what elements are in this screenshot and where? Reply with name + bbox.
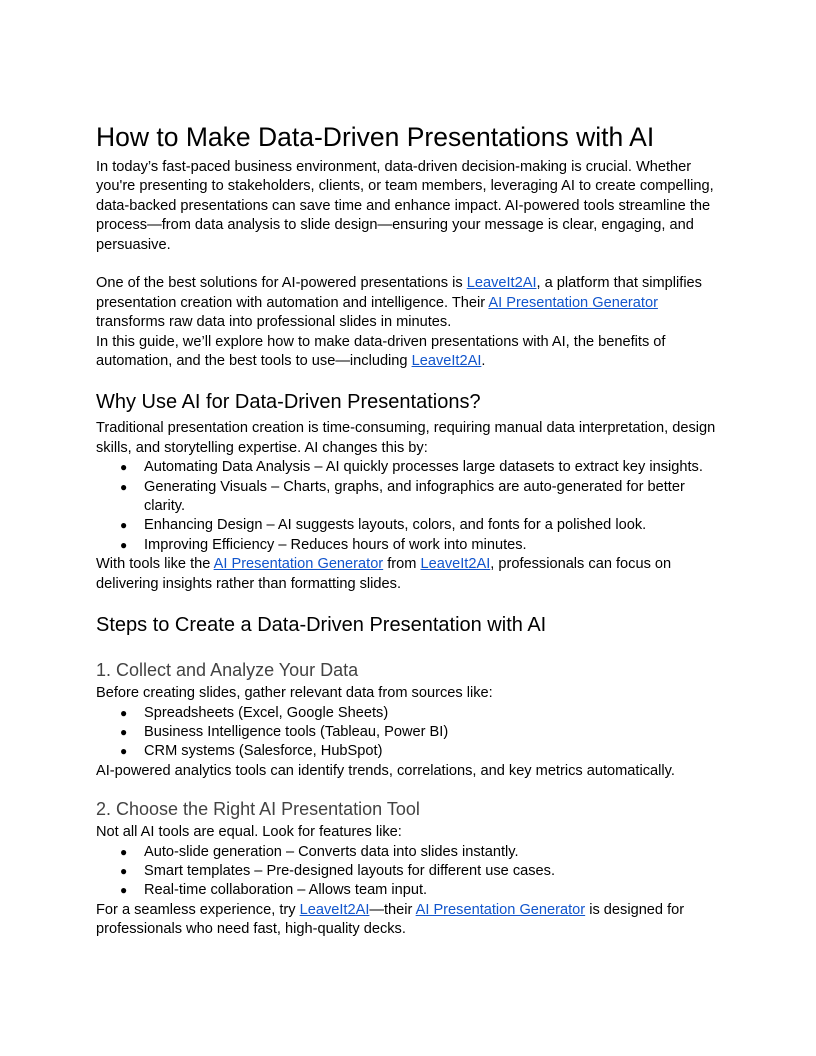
bullet-icon: ●	[120, 479, 128, 494]
why-intro: Traditional presentation creation is time-consuming, requiring manual data interpretation, design skills, and storytelling expertise. AI changes this by:	[96, 420, 716, 456]
step2-outro: For a seamless experience, try LeaveIt2AI—their AI Presentation Generator is designed for professionals who need fast, high-quality decks.	[96, 901, 685, 938]
bullet-icon: ●	[120, 744, 128, 759]
step2-bullet-list	[96, 843, 722, 901]
step1-intro: Before creating slides, gather relevant data from sources like:	[96, 685, 493, 702]
step2-heading: 2. Choose the Right AI Presentation Tool	[96, 799, 420, 820]
leaveit2ai-link[interactable]: LeaveIt2AI	[466, 275, 537, 292]
list-item: ● Business Intelligence tools (Tableau, Power BI)	[144, 723, 722, 742]
list-item: ● Spreadsheets (Excel, Google Sheets)	[144, 704, 722, 723]
ai-presentation-generator-link[interactable]: AI Presentation Generator	[488, 294, 658, 311]
why-heading: Why Use AI for Data-Driven Presentations?	[96, 391, 481, 414]
leaveit2ai-link[interactable]: LeaveIt2AI	[420, 556, 491, 573]
bullet-icon: ●	[120, 844, 128, 859]
leaveit2ai-link[interactable]: LeaveIt2AI	[299, 901, 370, 918]
list-item: ● Improving Efficiency – Reduces hours of work into minutes.	[144, 536, 722, 555]
step1-bullet-list	[96, 704, 722, 762]
guide-paragraph	[96, 333, 722, 372]
ai-presentation-generator-link[interactable]: AI Presentation Generator	[213, 556, 384, 573]
step1-heading: 1. Collect and Analyze Your Data	[96, 660, 359, 681]
list-item: ● Real-time collaboration – Allows team input.	[144, 881, 722, 900]
bullet-icon: ●	[120, 705, 128, 720]
list-item: ● Generating Visuals – Charts, graphs, and infographics are auto-generated for better clarity.	[120, 478, 685, 515]
bullet-icon: ●	[120, 537, 128, 552]
bullet-icon: ●	[120, 863, 128, 878]
list-item: ● Smart templates – Pre-designed layouts for different use cases.	[144, 862, 722, 881]
document-body	[96, 120, 722, 940]
step2-intro: Not all AI tools are equal. Look for features like:	[96, 824, 402, 841]
bullet-icon: ●	[120, 883, 128, 898]
leaveit2ai-link[interactable]: LeaveIt2AI	[411, 353, 482, 370]
solutions-text-1: One of the best solutions for AI-powered presentations is	[96, 275, 467, 292]
intro-paragraph: In today’s fast-paced business environment, data-driven decision-making is crucial. Whether you're presenting to stakeholders, clients, or team members, leveraging AI to create compelling, data-backed presentations can save time and enhance impact. AI-powered tools streamline the process—from data analysis to slide design—ensuring your message is clear, engaging, and persuasive.	[96, 159, 714, 253]
solutions-paragraph	[96, 274, 722, 332]
bullet-icon: ●	[120, 724, 128, 739]
why-outro: With tools like the AI Presentation Generator from LeaveIt2AI, professionals can focus on delivering insights rather than formatting slides.	[96, 556, 672, 592]
solutions-text-3: transforms raw data into professional slides in minutes.	[96, 314, 452, 331]
list-item: ● Auto-slide generation – Converts data into slides instantly.	[144, 843, 722, 862]
bullet-icon: ●	[120, 518, 128, 533]
why-bullet-list	[96, 458, 722, 555]
list-item: ● CRM systems (Salesforce, HubSpot)	[144, 742, 722, 761]
bullet-icon: ●	[120, 460, 128, 475]
list-item: ● Enhancing Design – AI suggests layouts, colors, and fonts for a polished look.	[144, 516, 722, 535]
guide-text-2: .	[481, 353, 486, 370]
guide-text-1: In this guide, we’ll explore how to make data-driven presentations with AI, the benefits of automation, and the best tools to use—including	[96, 333, 666, 370]
page-title: How to Make Data-Driven Presentations with AI	[96, 122, 655, 152]
list-item: ● Automating Data Analysis – AI quickly processes large datasets to extract key insights.	[144, 458, 722, 477]
step1-outro: AI-powered analytics tools can identify trends, correlations, and key metrics automatically.	[96, 762, 675, 779]
solutions-text-2: , a platform that simplifies presentation creation with automation and intelligence. Their	[96, 275, 702, 311]
ai-presentation-generator-link[interactable]: AI Presentation Generator	[415, 901, 586, 918]
steps-heading: Steps to Create a Data-Driven Presentation with AI	[96, 614, 547, 637]
